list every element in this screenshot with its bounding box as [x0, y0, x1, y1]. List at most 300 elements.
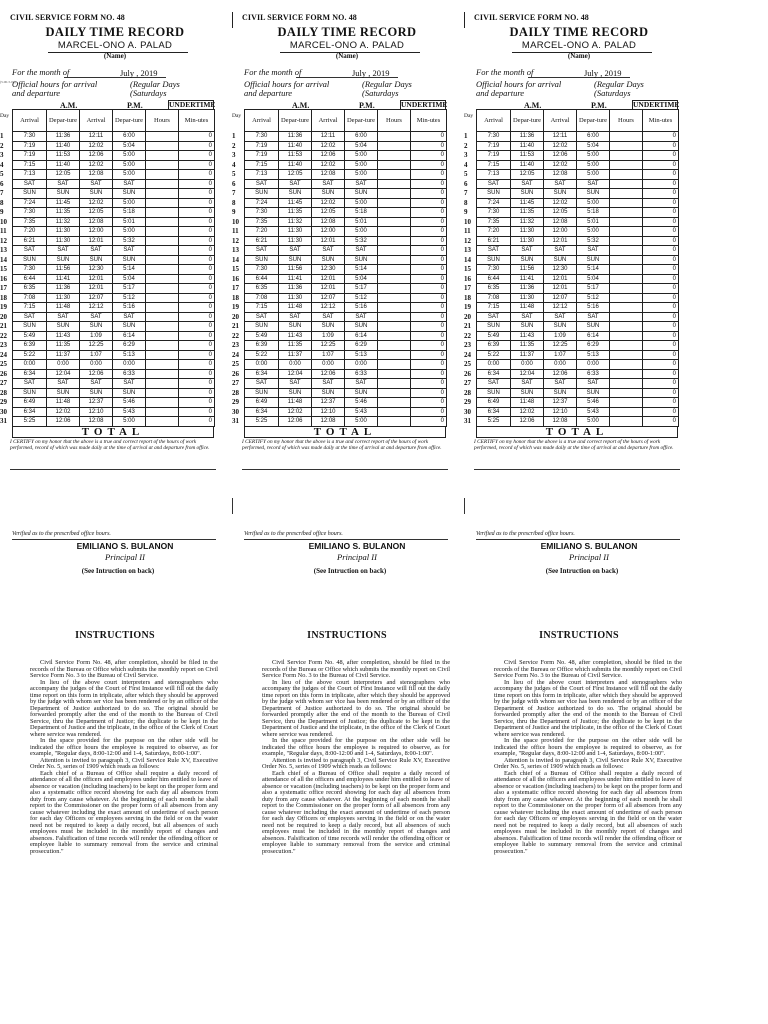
day-number: 1 — [232, 132, 236, 140]
table-cell — [146, 132, 179, 142]
table-cell — [378, 407, 411, 417]
dtr-table — [12, 109, 215, 427]
month-value: July , 2019 — [352, 68, 390, 78]
table-cell: 0 — [643, 265, 679, 275]
table-cell: 6:29 — [113, 341, 146, 351]
table-cell: 0 — [643, 331, 679, 341]
table-row — [477, 379, 679, 389]
day-number: 8 — [464, 198, 468, 207]
table-row — [13, 341, 215, 351]
table-cell: 12:25 — [80, 341, 113, 351]
form-number: CIVIL SERVICE FORM NO. 48 — [474, 13, 589, 22]
day-numbers — [0, 132, 14, 427]
table-cell: 5:00 — [113, 417, 146, 427]
day-number: 23 — [232, 341, 239, 349]
table-cell: 12:02 — [312, 198, 345, 208]
table-cell — [146, 312, 179, 322]
table-cell: 0 — [643, 236, 679, 246]
table-cell: 12:37 — [544, 398, 577, 408]
table-cell: SUN — [345, 388, 378, 398]
employee-name: MARCEL-ONO A. PALAD — [289, 40, 405, 51]
table-cell — [378, 379, 411, 389]
table-cell — [378, 331, 411, 341]
table-cell: 11:41 — [47, 274, 80, 284]
approver-name: EMILIANO S. BULANON — [76, 541, 174, 551]
table-cell: SUN — [577, 388, 610, 398]
table-cell: 0 — [643, 246, 679, 256]
table-cell: SUN — [113, 388, 146, 398]
table-cell: SUN — [245, 322, 279, 332]
table-cell: 5:00 — [345, 160, 378, 170]
table-row — [477, 322, 679, 332]
day-number: 19 — [464, 303, 471, 311]
table-cell: 5:49 — [245, 331, 279, 341]
table-cell: 0 — [643, 350, 679, 360]
table-cell: 0 — [643, 255, 679, 265]
day-number: 17 — [232, 284, 239, 292]
day-number: 12 — [0, 236, 7, 245]
table-cell — [378, 208, 411, 218]
verified-underline — [12, 539, 216, 540]
hours-label-2: and departure — [244, 88, 293, 98]
table-cell: 12:00 — [80, 227, 113, 237]
table-cell: 12:04 — [279, 369, 312, 379]
table-row — [13, 417, 215, 427]
table-cell: 0 — [643, 208, 679, 218]
table-cell: 0:00 — [477, 360, 511, 370]
certification-text: I CERTIFY on my honor that the above is a true and correct report of the hours of work performed, record of which was made daily at the time of arrival at and departure from office. — [474, 439, 674, 451]
form-title: DAILY TIME RECORD — [509, 25, 649, 39]
table-cell: 7:08 — [245, 293, 279, 303]
day-numbers — [232, 132, 246, 427]
table-cell: 12:05 — [279, 170, 312, 180]
table-cell: 6:49 — [477, 398, 511, 408]
table-cell: 11:35 — [47, 208, 80, 218]
table-cell — [378, 350, 411, 360]
table-cell: 11:32 — [47, 217, 80, 227]
table-cell: SAT — [312, 312, 345, 322]
table-cell: SAT — [312, 179, 345, 189]
day-number: 30 — [464, 407, 471, 416]
table-cell: 12:02 — [279, 407, 312, 417]
table-cell: 12:08 — [312, 217, 345, 227]
day-number: 22 — [0, 331, 7, 340]
table-cell: 5:22 — [245, 350, 279, 360]
table-cell — [610, 189, 643, 199]
day-number: 2 — [464, 141, 468, 150]
table-cell — [610, 236, 643, 246]
table-cell: SUN — [279, 255, 312, 265]
table-cell: SAT — [577, 379, 610, 389]
day-number: 4 — [232, 160, 236, 169]
table-cell: 6:34 — [13, 407, 47, 417]
approver-position: Principal II — [337, 552, 377, 562]
day-number: 22 — [232, 331, 239, 340]
see-instruction: (See Intruction on back) — [313, 567, 387, 575]
instructions-title: INSTRUCTIONS — [539, 630, 619, 641]
table-row — [477, 170, 679, 180]
table-cell: SUN — [544, 189, 577, 199]
table-cell: 5:12 — [345, 293, 378, 303]
day-number: 23 — [464, 341, 471, 349]
table-row — [477, 293, 679, 303]
table-row — [245, 398, 447, 408]
hours-label: Official hours for arrival — [12, 79, 98, 89]
table-cell: 7:13 — [245, 170, 279, 180]
table-cell: 7:35 — [245, 217, 279, 227]
table-cell: SUN — [47, 255, 80, 265]
table-cell: 12:11 — [544, 132, 577, 142]
table-cell: 0 — [643, 312, 679, 322]
hours-label: Official hours for arrival — [244, 79, 330, 89]
table-cell: SAT — [47, 246, 80, 256]
table-cell: 0 — [643, 274, 679, 284]
table-cell: 0 — [179, 369, 215, 379]
table-cell: 11:30 — [279, 236, 312, 246]
table-cell — [610, 379, 643, 389]
table-cell: 12:10 — [312, 407, 345, 417]
table-cell: SAT — [511, 312, 544, 322]
day-number: 6 — [0, 179, 4, 188]
table-cell — [146, 217, 179, 227]
table-cell: 12:05 — [544, 208, 577, 218]
table-cell: 0 — [179, 312, 215, 322]
column-header: Hours — [146, 110, 179, 132]
table-cell — [146, 255, 179, 265]
regular-days-label: (Regular Days — [594, 79, 644, 89]
day-number: 12 — [232, 236, 239, 245]
day-number: 5 — [232, 170, 236, 178]
table-cell: 0 — [643, 151, 679, 161]
table-row — [477, 265, 679, 275]
table-cell: 12:01 — [80, 274, 113, 284]
table-row — [477, 255, 679, 265]
table-cell: 0 — [643, 360, 679, 370]
table-cell: 0 — [643, 341, 679, 351]
table-cell: 7:20 — [477, 227, 511, 237]
table-row — [13, 246, 215, 256]
table-cell: 11:35 — [47, 341, 80, 351]
day-number: 3 — [0, 151, 4, 159]
table-cell: 11:30 — [511, 293, 544, 303]
day-number: 15 — [0, 265, 7, 273]
table-cell: 12:25 — [544, 341, 577, 351]
table-row — [477, 407, 679, 417]
table-cell: 0 — [179, 265, 215, 275]
table-cell: 0 — [179, 255, 215, 265]
column-header: Arrival — [245, 110, 279, 132]
instructions-paragraph: Attention is invited to paragraph 3, Civil Service Rule XV, Executive Order No. 5, series of 1909 which reads as follows: — [494, 756, 682, 770]
table-row — [245, 227, 447, 237]
month-label: For the month of — [12, 67, 70, 77]
table-cell: 5:00 — [345, 170, 378, 180]
day-number: 29 — [0, 398, 7, 406]
table-cell: SUN — [312, 255, 345, 265]
table-cell — [146, 322, 179, 332]
table-cell: 5:13 — [113, 350, 146, 360]
table-row — [477, 189, 679, 199]
table-cell: 7:30 — [477, 265, 511, 275]
see-instruction: (See Intruction on back) — [545, 567, 619, 575]
table-cell: 11:35 — [511, 208, 544, 218]
table-row — [245, 160, 447, 170]
table-cell: 0 — [411, 255, 447, 265]
table-cell — [610, 179, 643, 189]
table-cell: 12:02 — [80, 198, 113, 208]
table-cell: 11:40 — [47, 141, 80, 151]
day-number: 30 — [0, 407, 7, 416]
table-cell: 7:30 — [13, 132, 47, 142]
table-row — [13, 236, 215, 246]
total-label: TOTAL — [476, 427, 678, 438]
day-number: 20 — [464, 312, 471, 321]
table-row — [245, 407, 447, 417]
table-cell: SAT — [511, 246, 544, 256]
table-cell — [610, 227, 643, 237]
table-cell: 0:00 — [577, 360, 610, 370]
table-cell — [610, 141, 643, 151]
table-row — [477, 388, 679, 398]
day-label: Day — [0, 113, 10, 119]
table-cell — [378, 198, 411, 208]
table-cell — [146, 398, 179, 408]
day-number: 14 — [0, 255, 7, 264]
table-cell: 6:49 — [13, 398, 47, 408]
table-cell: 5:01 — [577, 217, 610, 227]
table-cell — [378, 360, 411, 370]
table-cell: 11:32 — [511, 217, 544, 227]
column-header: Depar-ture — [279, 110, 312, 132]
table-cell: 0 — [411, 284, 447, 294]
table-cell: 0 — [179, 151, 215, 161]
table-cell: 11:40 — [279, 160, 312, 170]
table-cell: 6:33 — [345, 369, 378, 379]
table-cell: 5:00 — [113, 170, 146, 180]
day-number: 11 — [464, 227, 471, 235]
table-cell — [378, 246, 411, 256]
table-cell: 7:30 — [245, 265, 279, 275]
table-cell: 0:00 — [345, 360, 378, 370]
table-cell: 5:32 — [345, 236, 378, 246]
table-cell: SAT — [113, 379, 146, 389]
form-number: CIVIL SERVICE FORM NO. 48 — [10, 13, 125, 22]
column-header: Min-utes — [179, 110, 215, 132]
table-cell — [610, 360, 643, 370]
table-cell: 12:07 — [80, 293, 113, 303]
table-cell: 11:32 — [279, 217, 312, 227]
table-cell: 5:04 — [113, 141, 146, 151]
day-number: 15 — [232, 265, 239, 273]
regular-days-label: (Regular Days — [130, 79, 180, 89]
day-number: 13 — [0, 246, 7, 254]
table-cell — [610, 198, 643, 208]
table-cell — [610, 160, 643, 170]
table-cell — [378, 265, 411, 275]
dtr-form — [232, 0, 462, 1024]
table-cell — [146, 350, 179, 360]
table-cell: 12:37 — [312, 398, 345, 408]
table-cell: 0 — [643, 293, 679, 303]
table-cell — [378, 398, 411, 408]
day-number: 31 — [0, 417, 7, 425]
table-cell — [146, 179, 179, 189]
table-cell: 7:30 — [245, 132, 279, 142]
dtr-form — [0, 0, 230, 1024]
table-row — [13, 132, 215, 142]
column-header: Arrival — [80, 110, 113, 132]
table-cell: 12:07 — [312, 293, 345, 303]
table-cell: 5:04 — [577, 274, 610, 284]
hours-label-2: and departure — [12, 88, 61, 98]
day-number: 23 — [0, 341, 7, 349]
day-number: 11 — [232, 227, 239, 235]
day-number: 22 — [464, 331, 471, 340]
table-cell — [610, 331, 643, 341]
day-number: 5 — [464, 170, 468, 178]
table-cell: 6:00 — [577, 132, 610, 142]
table-cell: 0:00 — [279, 360, 312, 370]
table-cell: 12:02 — [544, 160, 577, 170]
table-cell: 12:02 — [312, 141, 345, 151]
day-number: 24 — [232, 350, 239, 359]
table-cell — [146, 388, 179, 398]
table-cell: SUN — [13, 388, 47, 398]
verified-text: Verified as to the prescribed office hours. — [12, 531, 111, 537]
column-header: Hours — [610, 110, 643, 132]
table-row — [477, 246, 679, 256]
table-cell — [610, 170, 643, 180]
table-cell: SAT — [113, 179, 146, 189]
table-cell: 12:02 — [80, 160, 113, 170]
table-cell: SAT — [80, 379, 113, 389]
table-cell: 11:36 — [279, 132, 312, 142]
table-cell: 12:06 — [544, 369, 577, 379]
day-number: 29 — [232, 398, 239, 406]
day-number: 8 — [0, 198, 4, 207]
day-number: 13 — [464, 246, 471, 254]
column-header: Arrival — [544, 110, 577, 132]
table-cell — [610, 303, 643, 313]
table-cell: 11:53 — [511, 151, 544, 161]
day-number: 10 — [464, 217, 471, 226]
regular-days-label: (Regular Days — [362, 79, 412, 89]
saturdays-label: (Saturdays — [594, 88, 631, 98]
table-cell — [146, 369, 179, 379]
instructions-paragraph: In the space provided for the purpose on the other side will be indicated the office hours the employee is required to observe, as for example, "Regular days, 8:00-12:00 and 1-4, Saturdays, 8:00-1:00". — [262, 737, 450, 757]
table-cell: 7:13 — [13, 170, 47, 180]
table-cell: SAT — [511, 179, 544, 189]
table-cell: 12:04 — [47, 369, 80, 379]
table-cell: 0 — [643, 303, 679, 313]
column-header: Min-utes — [643, 110, 679, 132]
table-cell — [378, 341, 411, 351]
table-cell: 6:14 — [577, 331, 610, 341]
table-cell: 0 — [411, 312, 447, 322]
day-number: 28 — [464, 388, 471, 397]
table-row — [245, 360, 447, 370]
table-cell: 11:41 — [279, 274, 312, 284]
table-cell — [610, 369, 643, 379]
table-cell: 11:35 — [511, 341, 544, 351]
table-cell: SAT — [279, 246, 312, 256]
table-cell: 7:19 — [245, 151, 279, 161]
table-cell: 11:37 — [279, 350, 312, 360]
table-cell: 5:43 — [577, 407, 610, 417]
table-row — [477, 208, 679, 218]
day-number: 6 — [232, 179, 236, 188]
table-cell: 6:21 — [245, 236, 279, 246]
table-cell: 0:00 — [47, 360, 80, 370]
table-cell — [378, 303, 411, 313]
table-cell — [146, 151, 179, 161]
form-number: CIVIL SERVICE FORM NO. 48 — [242, 13, 357, 22]
table-cell: 0 — [179, 179, 215, 189]
table-cell: 0 — [179, 407, 215, 417]
table-cell: 11:56 — [511, 265, 544, 275]
table-cell — [146, 160, 179, 170]
table-row — [477, 132, 679, 142]
table-cell: 12:06 — [80, 369, 113, 379]
am-label: A.M. — [524, 101, 542, 110]
table-cell: 0 — [643, 170, 679, 180]
day-number: 17 — [0, 284, 7, 292]
am-label: A.M. — [60, 101, 78, 110]
table-cell: SUN — [80, 255, 113, 265]
table-cell: 1:09 — [80, 331, 113, 341]
day-number: 27 — [232, 379, 239, 387]
table-cell — [610, 246, 643, 256]
table-cell: SUN — [345, 189, 378, 199]
table-cell — [610, 132, 643, 142]
table-cell: 5:01 — [113, 217, 146, 227]
table-row — [477, 198, 679, 208]
table-cell: SAT — [245, 379, 279, 389]
table-cell: 0 — [179, 341, 215, 351]
table-cell: SAT — [80, 179, 113, 189]
approver-position: Principal II — [569, 552, 609, 562]
table-cell: 11:40 — [47, 160, 80, 170]
table-cell: SAT — [279, 312, 312, 322]
table-cell: 5:00 — [113, 160, 146, 170]
table-cell: 12:08 — [80, 170, 113, 180]
table-row — [13, 293, 215, 303]
table-cell: 0 — [411, 217, 447, 227]
table-cell: SUN — [279, 388, 312, 398]
table-cell — [610, 151, 643, 161]
table-row — [13, 274, 215, 284]
column-header: Arrival — [13, 110, 47, 132]
table-cell: 0 — [643, 160, 679, 170]
table-cell: 0 — [179, 274, 215, 284]
table-cell: 12:01 — [312, 284, 345, 294]
table-cell: SAT — [345, 246, 378, 256]
table-cell: 12:00 — [312, 227, 345, 237]
day-number: 31 — [232, 417, 239, 425]
table-cell: 12:30 — [80, 265, 113, 275]
table-cell: 0 — [643, 132, 679, 142]
table-row — [13, 407, 215, 417]
table-cell: SUN — [279, 189, 312, 199]
day-number: 20 — [0, 312, 7, 321]
table-cell: SAT — [345, 179, 378, 189]
table-cell: 6:00 — [345, 132, 378, 142]
table-cell: 12:01 — [312, 236, 345, 246]
table-cell: 7:19 — [13, 141, 47, 151]
table-row — [477, 151, 679, 161]
instructions-paragraph: Civil Service Form No. 48, after completion, should be filed in the records of the Bureau or Office which submits the monthly report on Civil Service Form No. 3 to the Bureau of Civil Service. — [30, 659, 218, 679]
table-cell — [610, 388, 643, 398]
table-cell: 7:08 — [477, 293, 511, 303]
